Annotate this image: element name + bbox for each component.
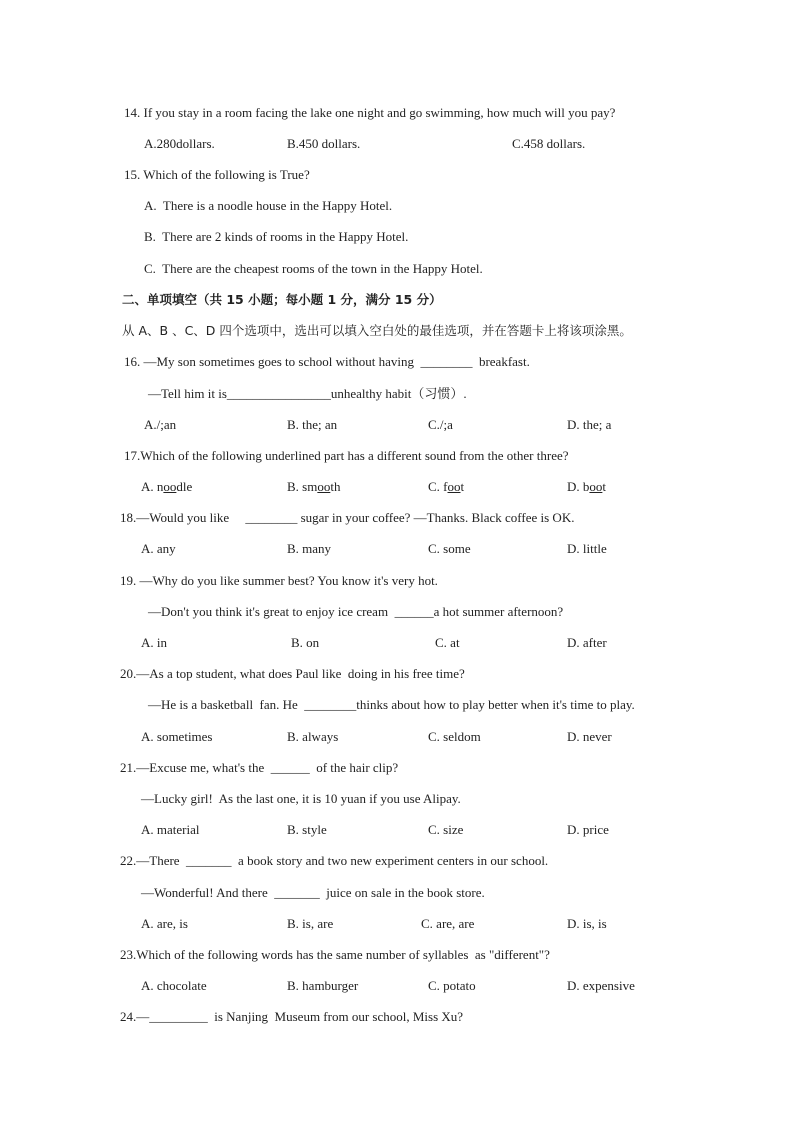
q21-option-c: C. size [428,822,464,837]
q20-option-c: C. seldom [428,729,481,744]
q21-option-b: B. style [287,822,327,837]
q22-line1: 22.—There _______ a book story and two new experiment centers in our school. [120,853,549,868]
q23-option-c: C. potato [428,978,476,993]
q22-option-c: C. are, are [421,916,475,931]
q20-option-a: A. sometimes [141,729,213,744]
q18-option-a: A. any [141,541,176,556]
q23-option-b: B. hamburger [287,978,359,993]
q17-option-b: B. smooth [287,479,341,494]
q23-option-d: D. expensive [567,978,635,993]
q22-option-b: B. is, are [287,916,334,931]
q19-line2: —Don't you think it's great to enjoy ice cream ______a hot summer afternoon? [148,604,564,619]
q21-option-a: A. material [141,822,200,837]
q16-option-d: D. the; a [567,417,612,432]
q19-option-c: C. at [435,635,460,650]
q18-option-c: C. some [428,541,471,556]
q16-option-a: A./;an [144,417,177,432]
q21-option-d: D. price [567,822,609,837]
q21-line1: 21.—Excuse me, what's the ______ of the hair clip? [120,760,399,775]
q14-option-b: B.450 dollars. [287,136,361,151]
q19-option-b: B. on [291,635,320,650]
q24-stem: 24.—_________ is Nanjing Museum from our school, Miss Xu? [120,1009,464,1024]
q22-option-a: A. are, is [141,916,188,931]
q19-option-d: D. after [567,635,607,650]
q17-option-a: A. noodle [141,479,193,494]
section-instruction: 从 A、B 、C、D 四个选项中，选出可以填入空白处的最佳选项，并在答题卡上将该项涂黑。 [122,323,632,338]
q20-line1: 20.—As a top student, what does Paul like doing in his free time? [120,666,465,681]
q14-option-a: A.280dollars. [144,136,215,151]
q22-option-d: D. is, is [567,916,607,931]
q18-option-b: B. many [287,541,332,556]
q18-option-d: D. little [567,541,607,556]
q20-option-d: D. never [567,729,612,744]
q21-line2: —Lucky girl! As the last one, it is 10 yuan if you use Alipay. [141,791,461,806]
q15-option-a: A. There is a noodle house in the Happy Hotel. [144,198,393,213]
q23-stem: 23.Which of the following words has the same number of syllables as "different"? [120,947,550,962]
q15-stem: 15. Which of the following is True? [124,167,310,182]
q17-option-d: D. boot [567,479,607,494]
q17-option-c: C. foot [428,479,465,494]
q16-option-b: B. the; an [287,417,338,432]
q16-option-c: C./;a [428,417,453,432]
q17-stem: 17.Which of the following underlined part has a different sound from the other three? [124,448,569,463]
q16-line2: —Tell him it is________________unhealthy habit（习惯）. [148,386,467,401]
q19-option-a: A. in [141,635,167,650]
q19-line1: 19. —Why do you like summer best? You know it's very hot. [120,573,438,588]
section-heading: 二、单项填空（共 15 小题；每小题 1 分，满分 15 分） [122,292,442,307]
q14-stem: 14. If you stay in a room facing the lake one night and go swimming, how much will you pay? [124,105,616,120]
q15-option-c: C. There are the cheapest rooms of the town in the Happy Hotel. [144,261,483,276]
q23-option-a: A. chocolate [141,978,207,993]
q14-option-c: C.458 dollars. [512,136,586,151]
q15-option-b: B. There are 2 kinds of rooms in the Happy Hotel. [144,229,409,244]
q22-line2: —Wonderful! And there _______ juice on sale in the book store. [141,885,485,900]
q20-option-b: B. always [287,729,339,744]
q20-line2: —He is a basketball fan. He ________thinks about how to play better when it's time to play. [148,697,635,712]
q18-stem: 18.—Would you like ________ sugar in your coffee? —Thanks. Black coffee is OK. [120,510,575,525]
q16-line1: 16. —My son sometimes goes to school without having ________ breakfast. [124,354,530,369]
